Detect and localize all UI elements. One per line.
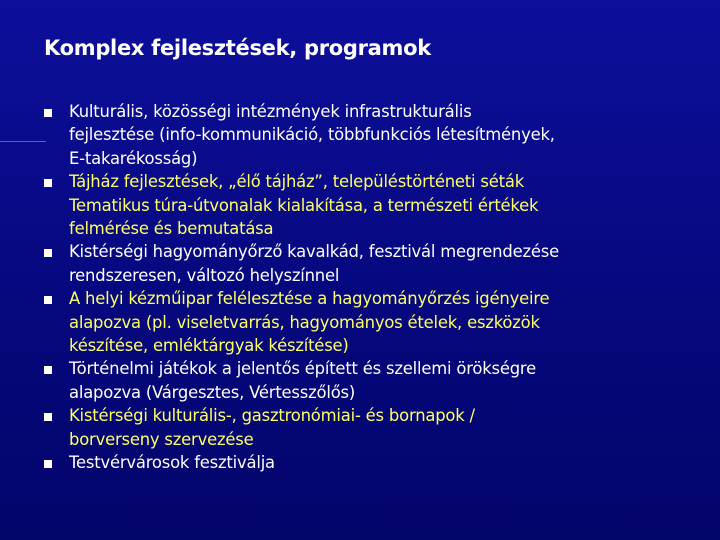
bullet-line: Kulturális, közösségi intézmények infrastrukturális bbox=[69, 102, 472, 121]
square-bullet-icon bbox=[44, 296, 52, 304]
bullet-line: Testvérvárosok fesztiválja bbox=[69, 453, 275, 473]
square-bullet-icon bbox=[44, 366, 52, 374]
bullet-line: A helyi kézműipar felélesztése a hagyományőrzés igényeire bbox=[69, 289, 550, 309]
bullet-line: Tájház fejlesztések, „élő tájház”, településtörténeti séták bbox=[69, 172, 524, 192]
bullet-line: fejlesztése (info-kommunikáció, többfunkciós létesítmények, bbox=[69, 125, 555, 145]
square-bullet-icon bbox=[44, 249, 52, 257]
bullet-line: borverseny szervezése bbox=[69, 429, 254, 449]
bullet-line: rendszeresen, változó helyszínnel bbox=[69, 265, 340, 285]
bullet-line: alapozva (pl. viseletvarrás, hagyományos ételek, eszközök bbox=[69, 312, 540, 332]
decorative-divider bbox=[0, 141, 46, 142]
bullet-item-3 bbox=[44, 240, 694, 287]
bullet-item-2 bbox=[44, 170, 694, 240]
slide-title: Komplex fejlesztések, programok bbox=[44, 36, 431, 60]
bullet-line: Kistérségi hagyományőrző kavalkád, fesztivál megrendezése bbox=[69, 242, 559, 262]
bullet-line: készítése, emléktárgyak készítése) bbox=[69, 336, 349, 356]
bullet-line: alapozva (Várgesztes, Vértesszőlős) bbox=[69, 382, 356, 402]
bullet-item-5 bbox=[44, 357, 694, 404]
bullet-line: felmérése és bemutatása bbox=[69, 219, 274, 239]
bullet-item-1 bbox=[44, 100, 694, 170]
bullet-line: E-takarékosság) bbox=[69, 148, 198, 168]
bullet-item-6 bbox=[44, 404, 694, 451]
bullet-item-7 bbox=[44, 451, 694, 474]
bullet-item-4 bbox=[44, 287, 694, 357]
bullet-list bbox=[44, 100, 694, 475]
bullet-line: Tematikus túra-útvonalak kialakítása, a természeti értékek bbox=[69, 195, 539, 215]
bullet-line: Kistérségi kulturális-, gasztronómiai- és bornapok / bbox=[69, 406, 475, 426]
square-bullet-icon bbox=[44, 109, 52, 117]
square-bullet-icon bbox=[44, 413, 52, 421]
square-bullet-icon bbox=[44, 460, 52, 468]
square-bullet-icon bbox=[44, 179, 52, 187]
bullet-line: Történelmi játékok a jelentős épített és szellemi örökségre bbox=[69, 359, 536, 379]
